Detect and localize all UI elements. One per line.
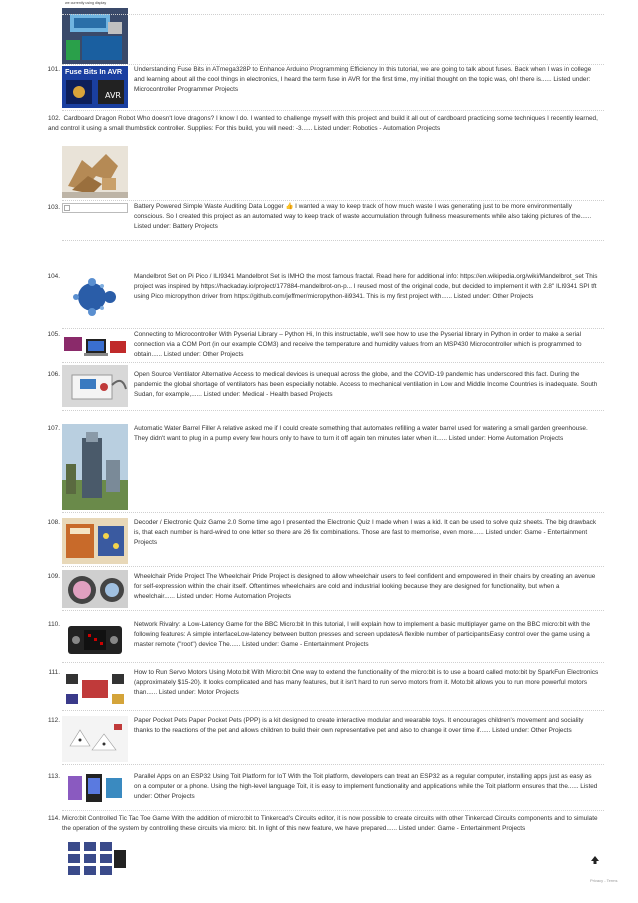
separator [62,14,604,15]
thumbnail-water-barrel[interactable] [62,424,128,510]
entry-description[interactable]: Paper Pocket Pets Paper Pocket Pets (PPP) is a kit designed to create interactive modular and wearable toys. It encourages children's movement and sociality thanks to the reactions of the pet and allows children to build their own representative pet and also to change it over time if...... Listed under: Other Projects [134,717,584,734]
entry-number: 114. [48,815,60,822]
entry-description[interactable]: Open Source Ventilator Alternative Access to medical devices is unequal across the globe, and the COVID-19 pandemic has underscored this fact. During the pandemic the global shortage of ventilators has been especially notable. Access to mechanical ventilation in Low and Middle Income Countries is inadequate. South Sudan, for example,...... Listed under: Medical - Health based Projects [134,371,598,398]
separator [62,710,604,711]
entry-number: 102. [48,115,61,122]
entry-number: 108. [47,519,60,526]
entry-description[interactable]: Wheelchair Pride Project The Wheelchair Pride Project is designed to allow wheelchair users to feel confident and empowered in their chairs by creating an avenue for self-expression within the chair itself. Oftentimes wheelchairs are cold and industrial looking because they are designed for functionality, but when a wheelchair...... Listed under: Home Automation Projects [134,573,596,600]
entry-description[interactable]: Parallel Apps on an ESP32 Using Toit Platform for IoT With the Toit platform, developers can treat an ESP32 as a regular computer, installing apps just as easy as on a computer or a phone. Using the high-level language Toit, it is easy to implement functionality and applications while the Toit platform ensures that the...... Listed under: Other Projects [134,773,598,800]
entry-description[interactable]: Connecting to Microcontroller With Pyserial Library – Python Hi, In this instructable, we'll see how to use the Pyserial library in Python in order to make a serial connection via a COM Port (in our example COM3) and receive the temperature and humidity values from an MSP430 Microcontroller which is programmed to obtain...... Listed under: Other Projects [134,331,582,358]
entry-number: 105. [47,331,60,338]
thumbnail-microbit-network[interactable] [62,620,128,660]
entry-description[interactable]: Automatic Water Barrel Filler A relative asked me if I could create something that automates refilling a water barrel used for watering a small garden greenhouse. They didn't want to plug in a pump every few hours only to have to turn it off again ten minutes later when it...... Listed under: Home Automation Projects [134,425,588,442]
separator [62,200,604,201]
separator [62,512,604,513]
thumbnail-mandelbrot[interactable] [62,266,128,328]
entry-number: 112. [48,717,60,724]
separator [62,810,604,811]
thumbnail-tictactoe[interactable] [62,838,128,880]
thumbnail-quiz-game[interactable] [62,518,128,564]
thumbnail-broken-image[interactable] [62,203,128,213]
entry-description[interactable]: Micro:bit Controlled Tic Tac Toe Game With the addition of micro:bit to Tinkercad's Circuits editor, it is now possible to create circuits with other Tinkercad Circuits components and to simulate the operation of the system by controlling these circuits via micro: bit. In light of this new feature, we have prepared...... Listed under: Game - Entertainment Projects [62,815,598,832]
entry-number: 101. [47,66,60,73]
entry-description[interactable]: Mandelbrot Set on Pi Pico / ILI9341 Mandelbrot Set is IMHO the most famous fractal. Read here for additional info: https://en.wikipedia.org/wiki/Mandelbrot_set This project was inspired by https://hackaday.io/project/177884-mandelbrot-on-p... I reused most of the original code, but decided to implement it with 2.8" ILI9341 SPI tft using Pico micropython driver from https://github.com/jeffmer/micropython-ili9341. This is my first project with...... Listed under: Other Projects [134,273,598,300]
separator [62,240,604,241]
entry-number: 113. [48,773,60,780]
thumbnail-ventilator[interactable] [62,365,128,407]
arrow-up-icon [590,855,600,865]
separator [62,662,604,663]
thumbnail-fuse-bits[interactable] [62,66,128,108]
thumbnail-top-partial[interactable] [62,0,128,64]
thumbnail-esp32-toit[interactable] [62,768,128,808]
separator [62,362,604,363]
scroll-to-top-button[interactable] [590,852,600,862]
thumbnail-top-caption: we currently using display [65,1,107,5]
thumbnail-title: Fuse Bits In AVR [65,67,123,76]
entry-number: 111. [48,669,60,676]
entry-description[interactable]: Decoder / Electronic Quiz Game 2.0 Some time ago I presented the Electronic Quiz I made when I was a kid. It can be used to solve quiz sheets. The big drawback is, that each number is hard-wired to one letter so there are 26 fix combinations. Those are fast to memorise, even more...... Listed under: Game - Entertainment Projects [134,519,597,546]
svg-text:AVR: AVR [105,91,121,100]
entry-number: 107. [47,425,60,432]
separator [62,566,604,567]
entry-number: 106. [47,371,60,378]
footer-privacy-terms[interactable]: Privacy - Terms [590,878,618,883]
entry-number: 103. [47,204,60,211]
entry-description[interactable]: Battery Powered Simple Waste Auditing Data Logger 👍 I wanted a way to keep track of how much waste I was generating just to be more environmentally conscious. So I created this project as an automated way to keep track of waste accumulation through fullness measurements while also taking pictures of the...... Listed under: Battery Projects [134,203,592,230]
thumbnail-paper-pets[interactable] [62,716,128,762]
separator [62,328,604,329]
separator [62,110,604,111]
thumbnail-cardboard-dragon[interactable] [62,146,128,198]
thumbnail-servo-motobit[interactable] [62,668,128,708]
separator [62,610,604,611]
broken-image-icon [64,205,70,211]
entry-number: 109. [47,573,60,580]
entry-description[interactable]: Understanding Fuse Bits in ATmega328P to Enhance Arduino Programming Efficiency In this tutorial, we are going to talk about fuses. Back when I was in college and learning about all the cool things in electronics, I heard the term fuse in AVR for the first time, my initial thought on the topic was, oh! there is...... Listed under: Microcontroller Programmer Projects [134,66,592,93]
entry-number: 104. [47,273,60,280]
separator [62,764,604,765]
entry-description[interactable]: Network Rivalry: a Low-Latency Game for the BBC Micro:bit In this tutorial, I will explain how to implement a basic multiplayer game on the BBC micro:bit with the following features: A simple interfaceLow-latency between button presses and screen updatesA flexible number of participantsEasy control over the game using a master remote ("root") device The...... Listed under: Game - Entertainment Projects [134,621,591,648]
entry-description[interactable]: How to Run Servo Motors Using Moto:bit With Micro:bit One way to extend the functionality of the micro:bit is to use a board called moto:bit by SparkFun Electronics (approximately $15-20). It looks complicated and has many features, but it isn't hard to run servo motors from it. Moto:bit allows you to run more powerful motors than...... Listed under: Motor Projects [134,669,599,696]
entry-102[interactable] [48,114,600,134]
thumbnail-pyserial[interactable] [62,333,128,361]
separator [62,410,604,411]
thumbnail-wheelchair[interactable] [62,570,128,608]
entry-description: Cardboard Dragon Robot Who doesn't love dragons? I know I do. I wanted to challenge myself with this project and build it all out of cardboard practicing some techniques I recently learned, and control it using a small thumbstick controller. Supplies: For this build, you will need: -3...... Listed under: Robotics - Automation Projects [48,115,598,132]
entry-number: 110. [48,621,60,628]
